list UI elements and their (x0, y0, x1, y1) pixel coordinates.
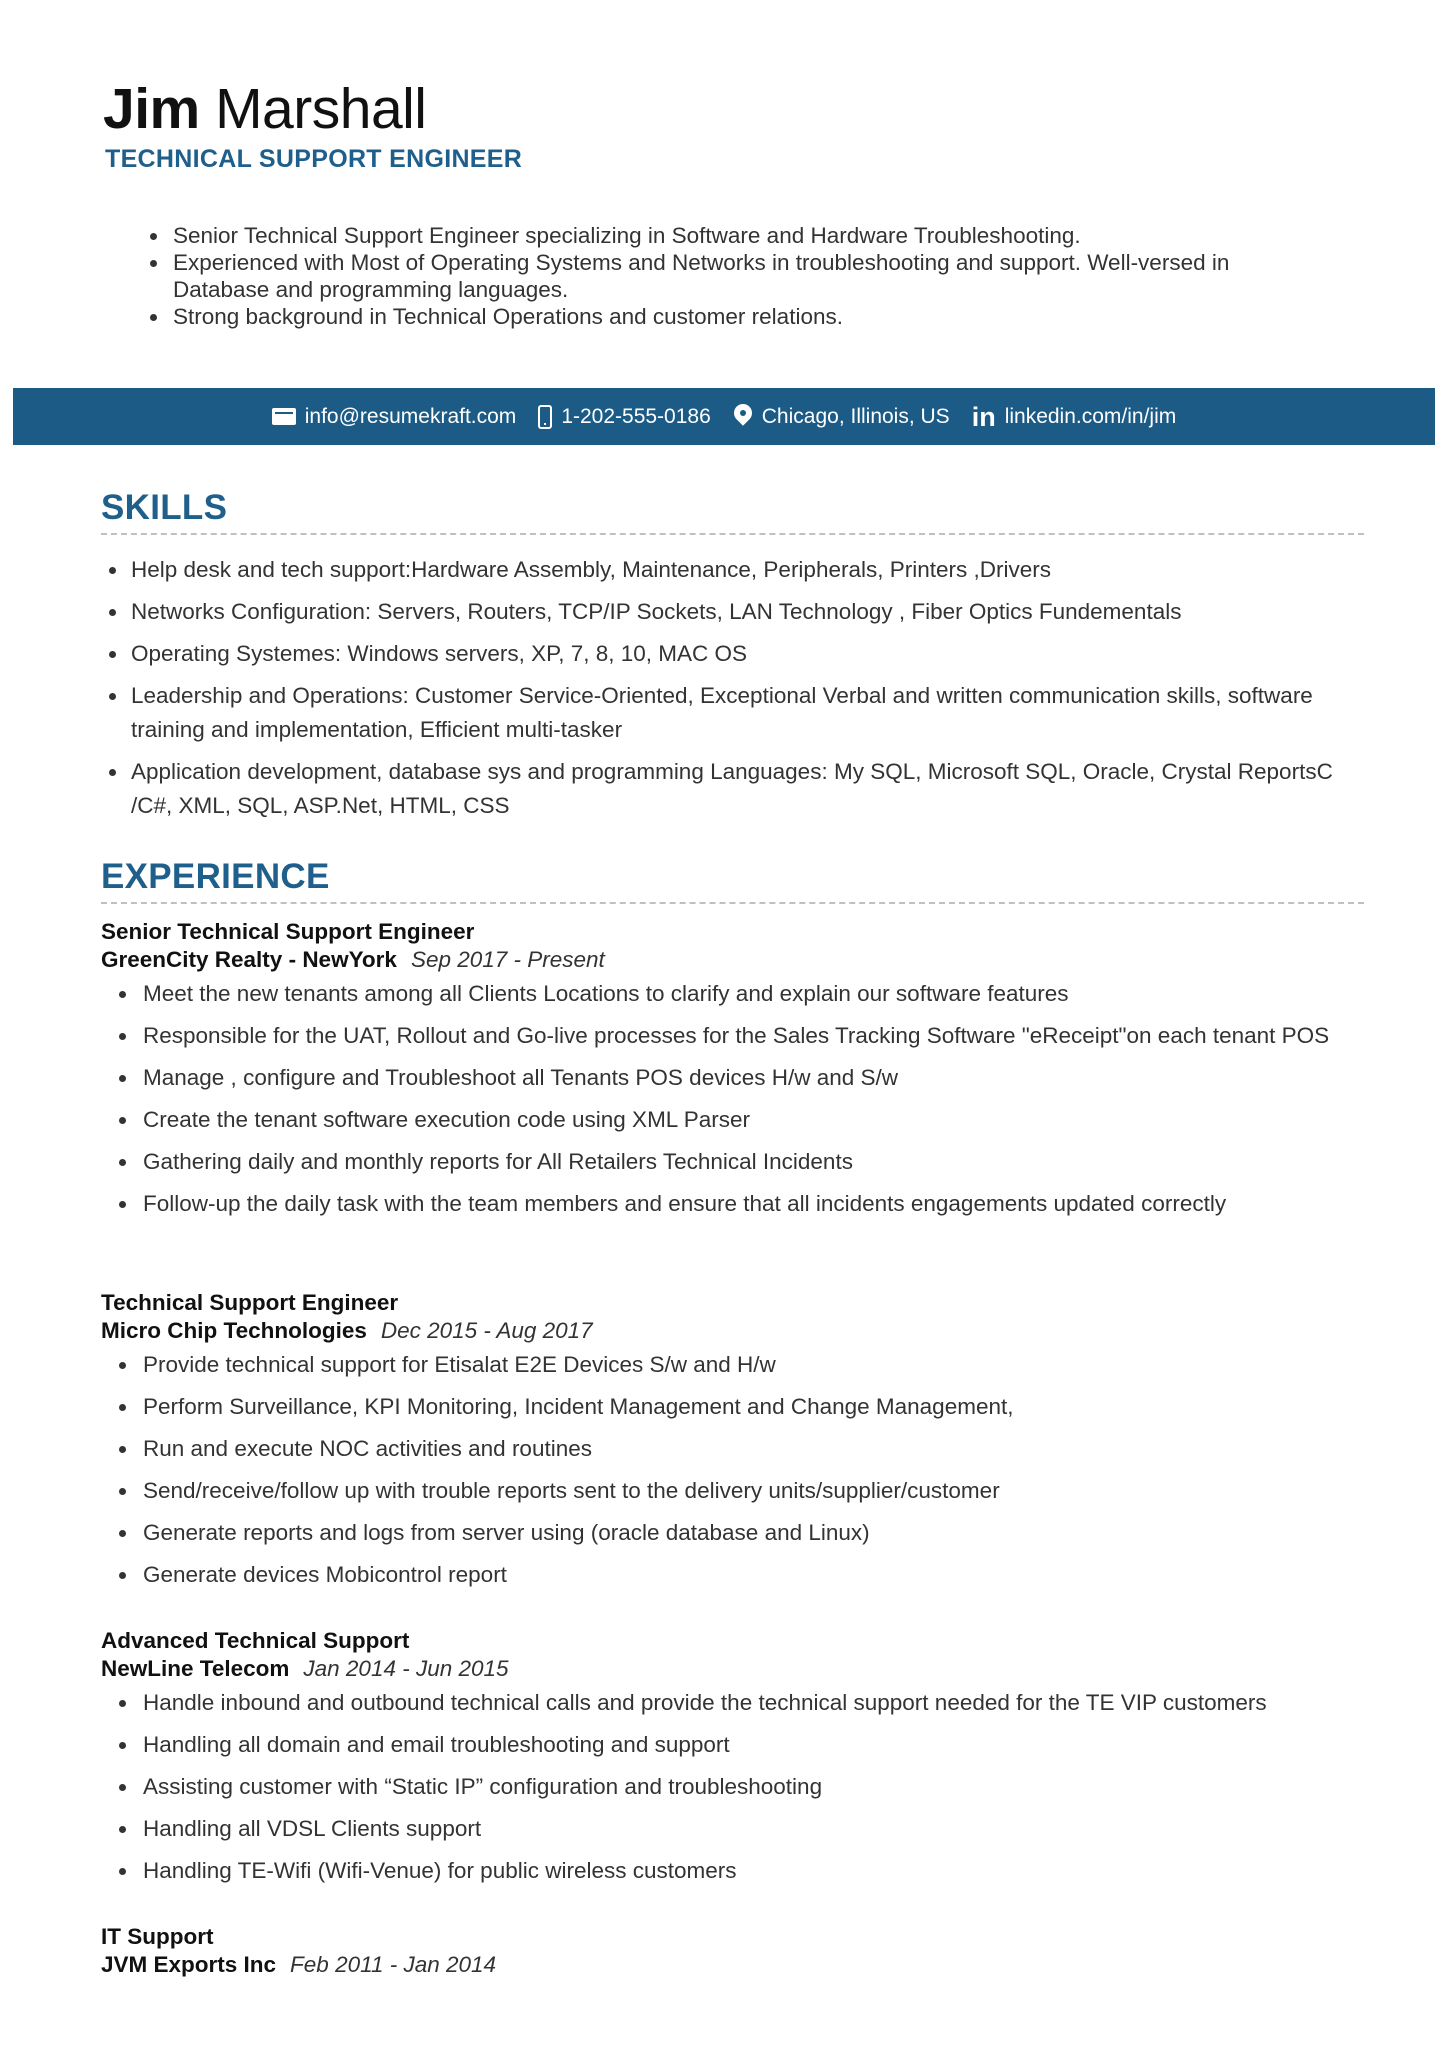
linkedin-text[interactable]: linkedin.com/in/jim (1004, 404, 1177, 428)
skill-item: Application development, database sys and programming Languages: My SQL, Microsoft SQL, Oracle, Crystal ReportsC /C#, XML, SQL, ASP.Net, HTML, CSS (108, 755, 1348, 823)
job-entry (101, 918, 1361, 1229)
job-title: TECHNICAL SUPPORT ENGINEER (105, 145, 523, 173)
linkedin-icon: in (971, 401, 996, 432)
job-role: Senior Technical Support Engineer (101, 919, 475, 944)
job-bullet: Handling all VDSL Clients support (101, 1812, 1361, 1846)
first-name: Jim (103, 77, 200, 141)
job-bullet: Run and execute NOC activities and routines (101, 1432, 1361, 1466)
location-pin-icon (733, 404, 753, 430)
last-name: Marshall (215, 77, 427, 141)
contact-email[interactable] (272, 405, 517, 429)
section-divider (101, 902, 1364, 904)
phone-text[interactable]: 1-202-555-0186 (561, 404, 711, 428)
job-bullet: Follow-up the daily task with the team members and ensure that all incidents engagements updated correctly (101, 1187, 1361, 1221)
skill-item: Networks Configuration: Servers, Routers, TCP/IP Sockets, LAN Technology , Fiber Optics Fundementals (108, 595, 1348, 629)
skill-item: Leadership and Operations: Customer Service-Oriented, Exceptional Verbal and written communication skills, software training and implementation, Efficient multi-tasker (108, 679, 1348, 747)
job-entry (101, 1923, 1361, 1979)
section-divider (101, 533, 1364, 535)
job-entry (101, 1627, 1361, 1896)
job-company: GreenCity Realty - NewYork (101, 947, 397, 972)
mail-icon (272, 408, 296, 425)
skill-item: Operating Systemes: Windows servers, XP, 7, 8, 10, MAC OS (108, 637, 1348, 671)
contact-linkedin[interactable] (971, 401, 1177, 432)
summary-list (148, 222, 1318, 330)
job-bullets (101, 1348, 1361, 1592)
job-entry (101, 1289, 1361, 1600)
experience-heading: EXPERIENCE (101, 857, 330, 896)
job-role: Advanced Technical Support (101, 1628, 410, 1653)
job-bullet: Gathering daily and monthly reports for All Retailers Technical Incidents (101, 1145, 1361, 1179)
phone-icon (538, 405, 552, 429)
skills-list (108, 553, 1348, 831)
job-dates: Sep 2017 - Present (410, 947, 605, 972)
job-dates: Feb 2011 - Jan 2014 (290, 1952, 497, 1977)
contact-bar (13, 388, 1435, 445)
job-bullets (101, 1686, 1361, 1888)
summary-item: Strong background in Technical Operations and customer relations. (148, 303, 1318, 330)
job-company: NewLine Telecom (101, 1656, 290, 1681)
job-bullet: Generate devices Mobicontrol report (101, 1558, 1361, 1592)
job-dates: Jan 2014 - Jun 2015 (303, 1656, 509, 1681)
job-role: Technical Support Engineer (101, 1290, 399, 1315)
location-text: Chicago, Illinois, US (761, 404, 950, 428)
summary-item: Senior Technical Support Engineer specializing in Software and Hardware Troubleshooting. (148, 222, 1318, 249)
skill-item: Help desk and tech support:Hardware Assembly, Maintenance, Peripherals, Printers ,Drivers (108, 553, 1348, 587)
job-bullet: Handle inbound and outbound technical calls and provide the technical support needed for the TE VIP customers (101, 1686, 1361, 1720)
job-bullet: Create the tenant software execution code using XML Parser (101, 1103, 1361, 1137)
job-dates: Dec 2015 - Aug 2017 (380, 1318, 593, 1343)
email-text[interactable]: info@resumekraft.com (304, 404, 517, 428)
job-company: JVM Exports Inc (101, 1952, 277, 1977)
job-bullet: Manage , configure and Troubleshoot all Tenants POS devices H/w and S/w (101, 1061, 1361, 1095)
summary-item: Experienced with Most of Operating Systems and Networks in troubleshooting and support. Well-versed in Database and programming languages. (148, 249, 1318, 303)
job-company: Micro Chip Technologies (101, 1318, 367, 1343)
contact-phone[interactable] (538, 405, 710, 429)
job-bullet: Handling all domain and email troubleshooting and support (101, 1728, 1361, 1762)
job-bullet: Generate reports and logs from server using (oracle database and Linux) (101, 1516, 1361, 1550)
candidate-name (103, 76, 426, 142)
job-bullets (101, 977, 1361, 1221)
job-bullet: Responsible for the UAT, Rollout and Go-live processes for the Sales Tracking Software "eReceipt"on each tenant POS (101, 1019, 1361, 1053)
job-bullet: Send/receive/follow up with trouble reports sent to the delivery units/supplier/customer (101, 1474, 1361, 1508)
job-bullet: Perform Surveillance, KPI Monitoring, Incident Management and Change Management, (101, 1390, 1361, 1424)
contact-location (733, 404, 950, 430)
job-role: IT Support (101, 1924, 214, 1949)
skills-heading: SKILLS (101, 488, 228, 527)
job-bullet: Meet the new tenants among all Clients Locations to clarify and explain our software features (101, 977, 1361, 1011)
job-bullet: Handling TE-Wifi (Wifi-Venue) for public wireless customers (101, 1854, 1361, 1888)
job-bullet: Assisting customer with “Static IP” configuration and troubleshooting (101, 1770, 1361, 1804)
job-bullet: Provide technical support for Etisalat E2E Devices S/w and H/w (101, 1348, 1361, 1382)
